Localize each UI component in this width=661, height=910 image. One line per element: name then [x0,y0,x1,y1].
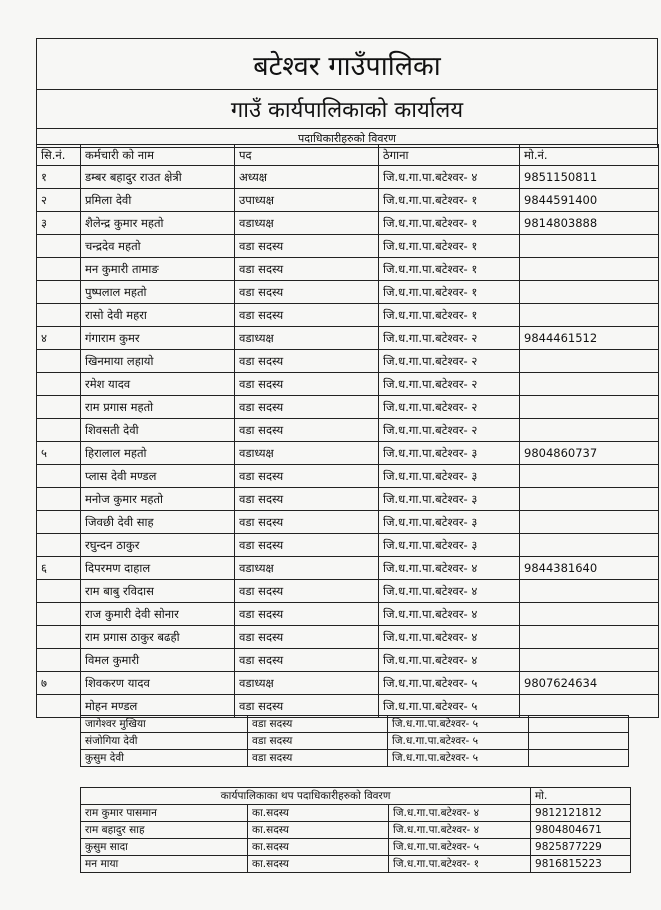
cell-address: जि.ध.गा.पा.बटेश्वर- ५ [379,672,520,695]
cell-phone [520,603,659,626]
cell-sn [37,350,81,373]
cell-phone: 9804804671 [531,822,631,839]
cell-name: शिवकरण यादव [81,672,235,695]
cell-address: जि.ध.गा.पा.बटेश्वर- ४ [379,649,520,672]
cell-post: वडाध्यक्ष [235,212,379,235]
cell-post: का.सदस्य [248,856,389,873]
cell-sn: ४ [37,327,81,350]
cell-phone [520,258,659,281]
cell-address: जि.ध.गा.पा.बटेश्वर- ५ [388,733,529,750]
cell-name: मन माया [81,856,248,873]
cell-phone [520,649,659,672]
table-row [37,212,659,235]
cell-phone: 9814803888 [520,212,659,235]
cell-name: शैलेन्द्र कुमार महतो [81,212,235,235]
cell-post: वडा सदस्य [248,716,388,733]
cell-address: जि.ध.गा.पा.बटेश्वर- ४ [379,626,520,649]
table-row [81,856,631,873]
cell-sn [37,235,81,258]
cell-post: वडा सदस्य [235,350,379,373]
table-row [37,580,659,603]
cell-phone [520,580,659,603]
cell-name: रासो देवी महरा [81,304,235,327]
cell-name: चन्द्रदेव महतो [81,235,235,258]
cell-name: राम कुमार पासमान [81,805,248,822]
column-header-name: कर्मचारी को नाम [81,145,235,166]
column-header-sn: सि.नं. [37,145,81,166]
cell-address: जि.ध.गा.पा.बटेश्वर- ३ [379,534,520,557]
cell-name: राज कुमारी देवी सोनार [81,603,235,626]
cell-post: वडा सदस्य [235,258,379,281]
cell-post: का.सदस्य [248,822,389,839]
cell-name: कुसुम देवी [81,750,248,767]
cell-phone [529,716,629,733]
cell-sn [37,304,81,327]
cell-post: वडाध्यक्ष [235,557,379,580]
table-row [37,442,659,465]
cell-name: प्रमिला देवी [81,189,235,212]
cell-name: राम प्रगास ठाकुर बढही [81,626,235,649]
cell-phone [520,350,659,373]
table-row [37,626,659,649]
cell-sn [37,603,81,626]
cell-name: कुसुम सादा [81,839,248,856]
executive-members-table [80,787,631,873]
cell-address: जि.ध.गा.पा.बटेश्वर- ४ [379,580,520,603]
cell-address: जि.ध.गा.पा.बटेश्वर- २ [379,350,520,373]
cell-name: रघुन्दन ठाकुर [81,534,235,557]
cell-address: जि.ध.गा.पा.बटेश्वर- ३ [379,488,520,511]
cell-name: मन कुमारी तामाङ [81,258,235,281]
table-row [37,488,659,511]
cell-phone [520,419,659,442]
table-row [37,304,659,327]
cell-phone [520,281,659,304]
cell-post: वडा सदस्य [235,603,379,626]
table-row [37,281,659,304]
cell-phone [529,733,629,750]
cell-name: गंगाराम कुमर [81,327,235,350]
cell-name: शिवसती देवी [81,419,235,442]
additional-members-table [80,715,629,767]
cell-phone [520,488,659,511]
cell-post: वडा सदस्य [235,534,379,557]
table-row [81,805,631,822]
cell-name: दिपरमण दाहाल [81,557,235,580]
table-row [37,258,659,281]
cell-phone [520,235,659,258]
table-row [37,235,659,258]
cell-sn: २ [37,189,81,212]
cell-post: वडा सदस्य [235,419,379,442]
cell-name: डम्बर बहादुर राउत क्षेत्री [81,166,235,189]
cell-phone [520,626,659,649]
table-row [37,189,659,212]
table-row [37,534,659,557]
cell-post: वडा सदस्य [235,396,379,419]
cell-sn [37,465,81,488]
cell-post: वडाध्यक्ष [235,327,379,350]
cell-sn [37,695,81,718]
table-row [81,716,629,733]
cell-name: मोहन मण्डल [81,695,235,718]
cell-name: पुष्पलाल महतो [81,281,235,304]
cell-address: जि.ध.गा.पा.बटेश्वर- ४ [389,822,531,839]
cell-phone: 9812121812 [531,805,631,822]
cell-address: जि.ध.गा.पा.बटेश्वर- ३ [379,511,520,534]
table-row [37,350,659,373]
cell-address: जि.ध.गा.पा.बटेश्वर- १ [379,189,520,212]
cell-sn [37,373,81,396]
cell-post: वडा सदस्य [235,649,379,672]
cell-sn [37,649,81,672]
cell-post: वडा सदस्य [235,511,379,534]
cell-phone: 9844461512 [520,327,659,350]
cell-post: वडा सदस्य [235,580,379,603]
cell-name: रमेश यादव [81,373,235,396]
column-header-post: पद [235,145,379,166]
cell-post: वडा सदस्य [235,304,379,327]
cell-sn [37,511,81,534]
cell-phone: 9804860737 [520,442,659,465]
table-header-row [37,145,659,166]
cell-post: वडा सदस्य [235,488,379,511]
cell-phone: 9844591400 [520,189,659,212]
officials-table [36,144,659,718]
cell-phone: 9825877229 [531,839,631,856]
table-row [37,166,659,189]
section-heading: पदाधिकारीहरुको विवरण [37,129,658,148]
cell-phone: 9816815223 [531,856,631,873]
cell-phone [520,511,659,534]
cell-address: जि.ध.गा.पा.बटेश्वर- ५ [389,839,531,856]
cell-post: वडाध्यक्ष [235,672,379,695]
cell-post: अध्यक्ष [235,166,379,189]
table-row [37,649,659,672]
cell-sn [37,580,81,603]
cell-post: वडा सदस्य [235,695,379,718]
cell-post: वडा सदस्य [235,235,379,258]
cell-address: जि.ध.गा.पा.बटेश्वर- १ [379,281,520,304]
cell-name: जागेश्वर मुखिया [81,716,248,733]
column-header-phone: मो.नं. [520,145,659,166]
cell-address: जि.ध.गा.पा.बटेश्वर- १ [389,856,531,873]
cell-address: जि.ध.गा.पा.बटेश्वर- ४ [379,557,520,580]
cell-phone [520,396,659,419]
cell-sn [37,626,81,649]
cell-sn [37,419,81,442]
cell-post: वडा सदस्य [235,373,379,396]
cell-sn: १ [37,166,81,189]
cell-post: वडाध्यक्ष [235,442,379,465]
cell-phone [520,304,659,327]
cell-address: जि.ध.गा.पा.बटेश्वर- ३ [379,465,520,488]
cell-address: जि.ध.गा.पा.बटेश्वर- ५ [388,716,529,733]
cell-sn [37,396,81,419]
cell-address: जि.ध.गा.पा.बटेश्वर- ४ [379,603,520,626]
cell-address: जि.ध.गा.पा.बटेश्वर- २ [379,419,520,442]
table-row [81,839,631,856]
cell-sn [37,281,81,304]
table-row [37,465,659,488]
cell-phone [520,534,659,557]
cell-sn: ६ [37,557,81,580]
cell-phone [529,750,629,767]
cell-address: जि.ध.गा.पा.बटेश्वर- १ [379,212,520,235]
cell-post: वडा सदस्य [248,733,388,750]
table-row [37,396,659,419]
header-table [36,38,658,148]
cell-sn [37,534,81,557]
cell-name: राम प्रगास महतो [81,396,235,419]
table-row [37,603,659,626]
cell-address: जि.ध.गा.पा.बटेश्वर- १ [379,304,520,327]
table-row [37,557,659,580]
cell-name: विमल कुमारी [81,649,235,672]
cell-post: का.सदस्य [248,839,389,856]
cell-phone [520,373,659,396]
cell-name: प्लास देवी मण्डल [81,465,235,488]
cell-post: उपाध्यक्ष [235,189,379,212]
cell-phone: 9851150811 [520,166,659,189]
cell-phone: 9807624634 [520,672,659,695]
municipality-title: बटेश्वर गाउँपालिका [37,39,658,90]
cell-address: जि.ध.गा.पा.बटेश्वर- २ [379,327,520,350]
cell-sn: ३ [37,212,81,235]
cell-name: संजोगिया देवी [81,733,248,750]
table-row [81,822,631,839]
cell-address: जि.ध.गा.पा.बटेश्वर- ५ [379,695,520,718]
cell-sn [37,258,81,281]
cell-address: जि.ध.गा.पा.बटेश्वर- १ [379,258,520,281]
cell-address: जि.ध.गा.पा.बटेश्वर- ३ [379,442,520,465]
cell-name: मनोज कुमार महतो [81,488,235,511]
cell-address: जि.ध.गा.पा.बटेश्वर- ४ [379,166,520,189]
cell-phone [520,465,659,488]
cell-name: जिवछी देवी साह [81,511,235,534]
cell-sn: ५ [37,442,81,465]
cell-address: जि.ध.गा.पा.बटेश्वर- २ [379,373,520,396]
table-row [37,327,659,350]
cell-sn [37,488,81,511]
office-subtitle: गाउँ कार्यपालिकाको कार्यालय [37,90,658,129]
cell-post: का.सदस्य [248,805,389,822]
cell-post: वडा सदस्य [248,750,388,767]
committee-phone-header: मो. [531,788,631,805]
table-row [37,419,659,442]
cell-address: जि.ध.गा.पा.बटेश्वर- ५ [388,750,529,767]
cell-name: राम बाबु रविदास [81,580,235,603]
cell-name: राम बहादुर साह [81,822,248,839]
table-row [37,672,659,695]
cell-post: वडा सदस्य [235,626,379,649]
table-row [81,733,629,750]
cell-post: वडा सदस्य [235,281,379,304]
cell-name: खिनमाया लहायो [81,350,235,373]
cell-name: हिरालाल महतो [81,442,235,465]
table-row [37,373,659,396]
cell-address: जि.ध.गा.पा.बटेश्वर- २ [379,396,520,419]
cell-post: वडा सदस्य [235,465,379,488]
cell-phone: 9844381640 [520,557,659,580]
cell-address: जि.ध.गा.पा.बटेश्वर- ४ [389,805,531,822]
table-row [37,511,659,534]
committee-title: कार्यपालिकाका थप पदाधिकारीहरुको विवरण [81,788,531,805]
column-header-address: ठेगाना [379,145,520,166]
cell-sn: ७ [37,672,81,695]
table-row [81,750,629,767]
cell-address: जि.ध.गा.पा.बटेश्वर- १ [379,235,520,258]
committee-header-row [81,788,631,805]
